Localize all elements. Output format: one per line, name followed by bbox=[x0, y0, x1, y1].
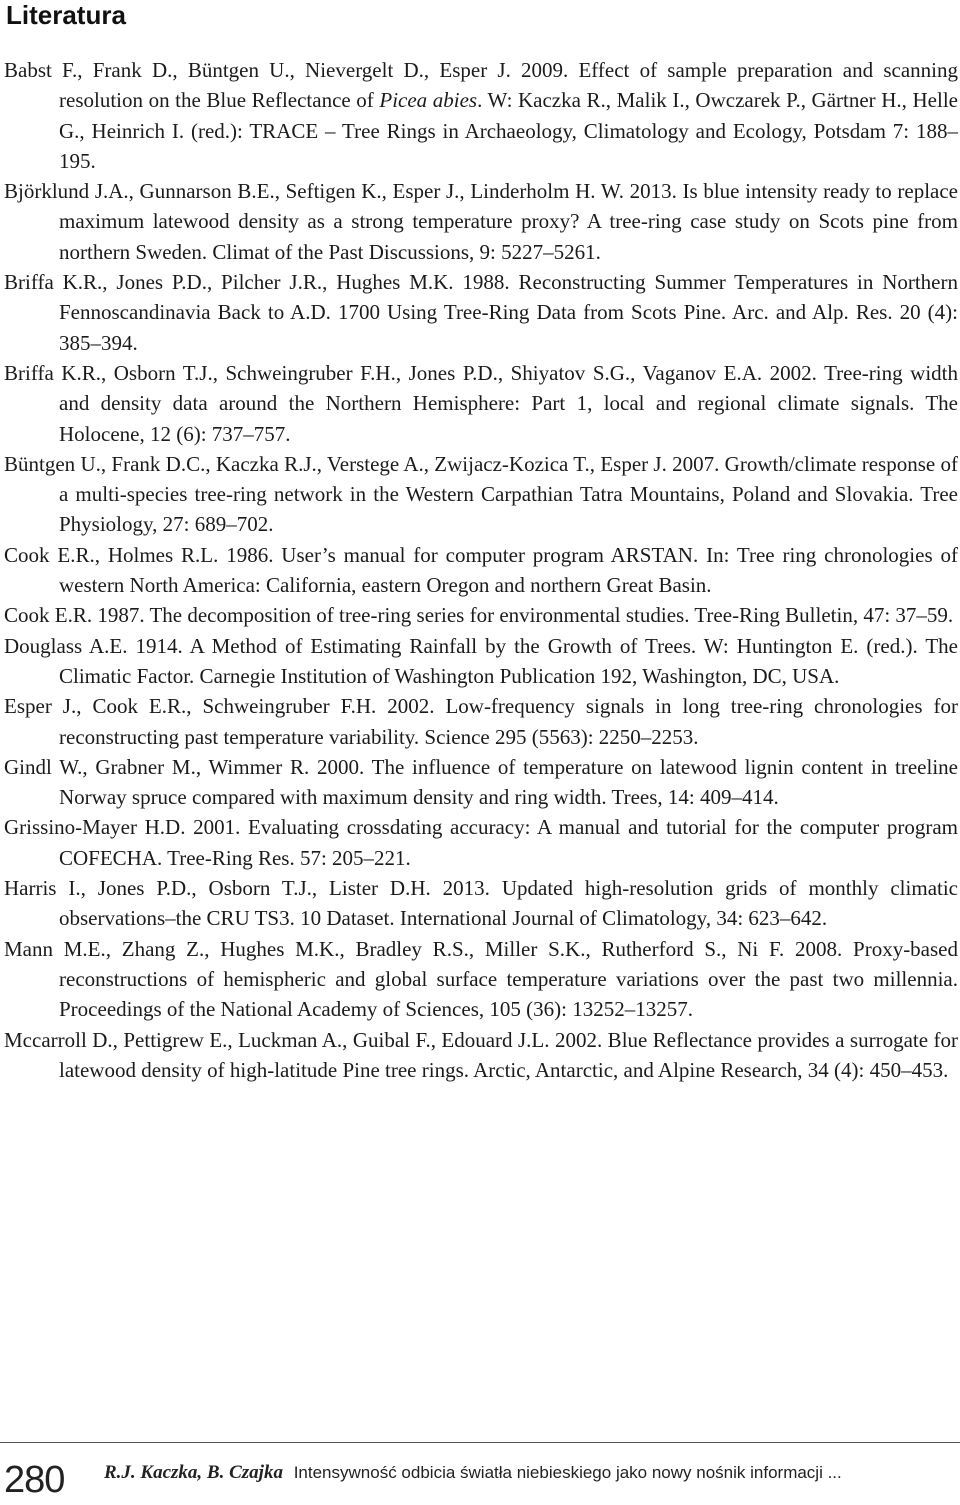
reference-item: Babst F., Frank D., Büntgen U., Nievergelt D., Esper J. 2009. Effect of sample preparation and scanning resolution on the Blue Reflectance of Picea abies. W: Kaczka R., Malik I., Owczarek P., Gärtner H., Helle G., Heinrich I. (red.): TRACE – Tree Rings in Archaeology, Climatology and Ecology, Potsdam 7: 188–195. bbox=[4, 58, 958, 173]
reference-item: Esper J., Cook E.R., Schweingruber F.H. 2002. Low-frequency signals in long tree-ring chronologies for reconstructing past temperature variability. Science 295 (5563): 2250–2253. bbox=[4, 694, 958, 749]
reference-item: Gindl W., Grabner M., Wimmer R. 2000. The influence of temperature on latewood lignin content in treeline Norway spruce compared with maximum density and ring width. Trees, 14: 409–414. bbox=[4, 754, 958, 810]
reference-item: Harris I., Jones P.D., Osborn T.J., Lister D.H. 2013. Updated high‐resolution grids of monthly climatic observations–the CRU TS3. 10 Dataset. International Journal of Climatology, 34: 623–642. bbox=[4, 876, 958, 931]
reference-item: Büntgen U., Frank D.C., Kaczka R.J., Verstege A., Zwijacz-Kozica T., Esper J. 2007. Growth/climate response of a multi-species tree-ring network in the Western Carpathian Tatra Mountains, Poland and Slovakia. Tree Physiology, 27: 689–702. bbox=[4, 451, 958, 537]
running-head bbox=[104, 1461, 842, 1485]
reference-item: Cook E.R., Holmes R.L. 1986. User’s manual for computer program ARSTAN. In: Tree ring chronologies of western North America: California, eastern Oregon and northern Great Basin. bbox=[4, 542, 958, 598]
species-name: Picea abies bbox=[379, 88, 478, 113]
reference-item: Briffa K.R., Osborn T.J., Schweingruber F.H., Jones P.D., Shiyatov S.G., Vaganov E.A. 2002. Tree-ring width and density data around the Northern Hemisphere: Part 1, local and regional climate signals. The Holocene, 12 (6): 737–757. bbox=[4, 360, 958, 446]
reference-item: Briffa K.R., Jones P.D., Pilcher J.R., Hughes M.K. 1988. Reconstructing Summer Temperatures in Northern Fennoscandinavia Back to A.D. 1700 Using Tree-Ring Data from Scots Pine. Arc. and Alp. Res. 20 (4): 385–394. bbox=[4, 270, 958, 355]
reference-item: Mann M.E., Zhang Z., Hughes M.K., Bradley R.S., Miller S.K., Rutherford S., Ni F. 2008. Proxy-based reconstructions of hemispheric and global surface temperature variations over the past two millennia. Proceedings of the National Academy of Sciences, 105 (36): 13252–13257. bbox=[4, 936, 958, 1022]
reference-item: Douglass A.E. 1914. A Method of Estimating Rainfall by the Growth of Trees. W: Huntington E. (red.). The Climatic Factor. Carnegie Institution of Washington Publication 192, Washington, DC, USA. bbox=[4, 633, 958, 688]
running-head-authors: R.J. Kaczka, B. Czajka bbox=[104, 1462, 283, 1483]
reference-list bbox=[4, 55, 958, 1085]
section-title: Literatura bbox=[6, 0, 126, 30]
reference-item: Mccarroll D., Pettigrew E., Luckman A., Guibal F., Edouard J.L. 2002. Blue Reflectance provides a surrogate for latewood density of high-latitude Pine tree rings. Arctic, Antarctic, and Alpine Research, 34 (4): 450–453. bbox=[4, 1027, 958, 1082]
reference-item: Björklund J.A., Gunnarson B.E., Seftigen K., Esper J., Linderholm H. W. 2013. Is blue intensity ready to replace maximum latewood density as a strong temperature proxy? A tree-ring case study on Scots pine from northern Sweden. Climat of the Past Discussions, 9: 5227–5261. bbox=[4, 179, 958, 264]
footer-divider bbox=[0, 1442, 960, 1443]
running-head-title: Intensywność odbicia światła niebieskiego jako nowy nośnik informacji ... bbox=[293, 1463, 842, 1482]
page-number: 280 bbox=[4, 1459, 65, 1501]
reference-item: Grissino-Mayer H.D. 2001. Evaluating crossdating accuracy: A manual and tutorial for the computer program COFECHA. Tree-Ring Res. 57: 205–221. bbox=[4, 815, 958, 870]
reference-item: Cook E.R. 1987. The decomposition of tree-ring series for environmental studies. Tree-Ring Bulletin, 47: 37–59. bbox=[4, 603, 954, 628]
